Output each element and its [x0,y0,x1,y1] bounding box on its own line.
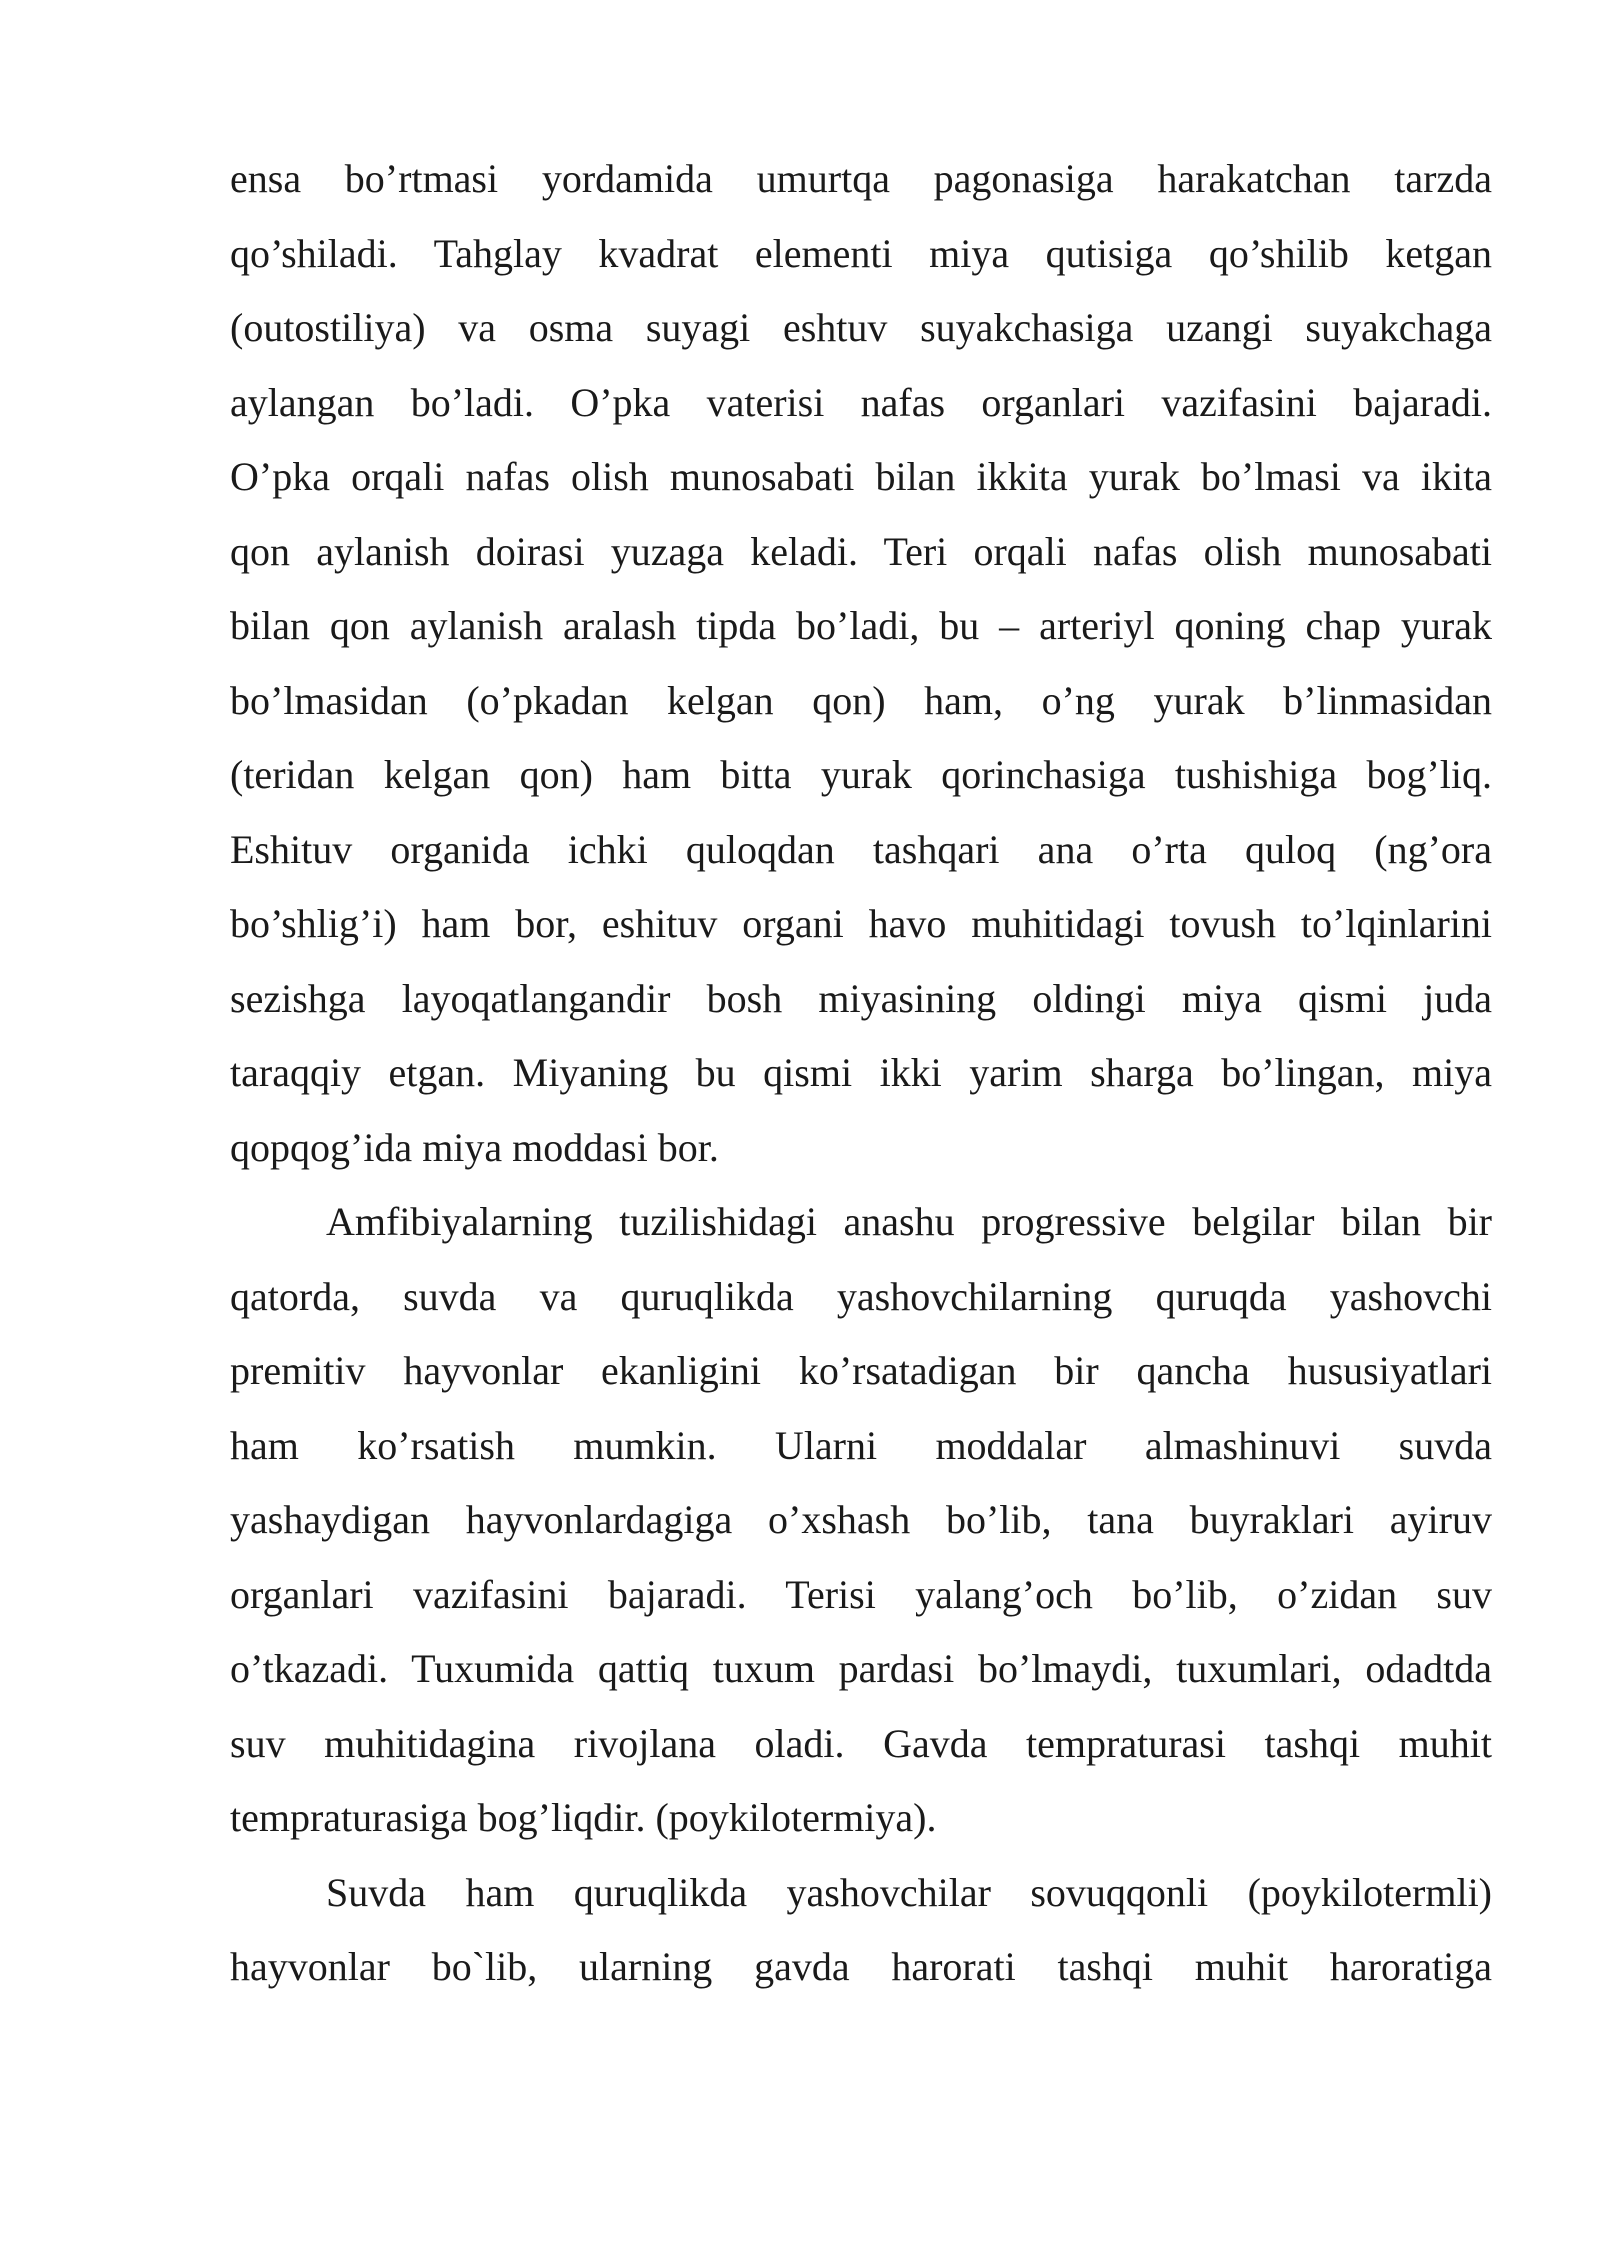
paragraph-3 [230,1856,1492,2005]
text-line: (outostiliya) va osma suyagi eshtuv suyakchasiga uzangi suyakchaga [230,305,1492,350]
text-line: bilan qon aylanish aralash tipda bo’ladi, bu – arteriyl qoning chap yurak [230,603,1492,648]
text-line: bo’shlig’i) ham bor, eshituv organi havo muhitidagi tovush to’lqinlarini [230,901,1492,946]
text-line: qon aylanish doirasi yuzaga keladi. Teri orqali nafas olish munosabati [230,528,1492,574]
text-line: (teridan kelgan qon) ham bitta yurak qorinchasiga tushishiga bog’liq. [230,752,1492,797]
text-line: organlari vazifasini bajaradi. Terisi yalang’och bo’lib, o’zidan suv [230,1571,1492,1617]
text-line: qo’shiladi. Tahglay kvadrat elementi miya qutisiga qo’shilib ketgan [230,230,1492,276]
text-line: yashaydigan hayvonlardagiga o’xshash bo’lib, tana buyraklari ayiruv [230,1497,1492,1542]
text-line: aylangan bo’ladi. O’pka vaterisi nafas organlari vazifasini bajaradi. [230,379,1492,425]
text-line: hayvonlar bo`lib, ularning gavda harorati tashqi muhit haroratiga [230,1944,1492,1989]
text-line: qopqog’ida miya moddasi bor. [230,1124,719,1170]
text-line: taraqqiy etgan. Miyaning bu qismi ikki yarim sharga bo’lingan, miya [230,1050,1492,1095]
text-line: o’tkazadi. Tuxumida qattiq tuxum pardasi bo’lmaydi, tuxumlari, odadtda [230,1646,1492,1691]
paragraph-2 [230,1185,1492,1856]
text-line: ensa bo’rtmasi yordamida umurtqa pagonasiga harakatchan tarzda [230,156,1492,201]
text-line: Suvda ham quruqlikda yashovchilar sovuqqonli (poykilotermli) [326,1869,1492,1915]
text-line: suv muhitidagina rivojlana oladi. Gavda tempraturasi tashqi muhit [230,1720,1492,1766]
paragraph-1 [230,142,1492,1185]
text-line: premitiv hayvonlar ekanligini ko’rsatadigan bir qancha hususiyatlari [230,1348,1492,1393]
text-line: ham ko’rsatish mumkin. Ularni moddalar almashinuvi suvda [230,1422,1492,1468]
text-line: O’pka orqali nafas olish munosabati bilan ikkita yurak bo’lmasi va ikita [230,454,1492,499]
text-line: tempraturasiga bog’liqdir. (poykilotermiya). [230,1795,937,1840]
text-line: Amfibiyalarning tuzilishidagi anashu progressive belgilar bilan bir [326,1199,1492,1244]
text-line: sezishga layoqatlangandir bosh miyasining oldingi miya qismi juda [230,975,1492,1021]
text-line: bo’lmasidan (o’pkadan kelgan qon) ham, o’ng yurak b’linmasidan [230,677,1492,723]
text-line: qatorda, suvda va quruqlikda yashovchilarning quruqda yashovchi [230,1273,1492,1319]
text-line: Eshituv organida ichki quloqdan tashqari ana o’rta quloq (ng’ora [230,826,1492,872]
body-text [230,142,1492,2005]
